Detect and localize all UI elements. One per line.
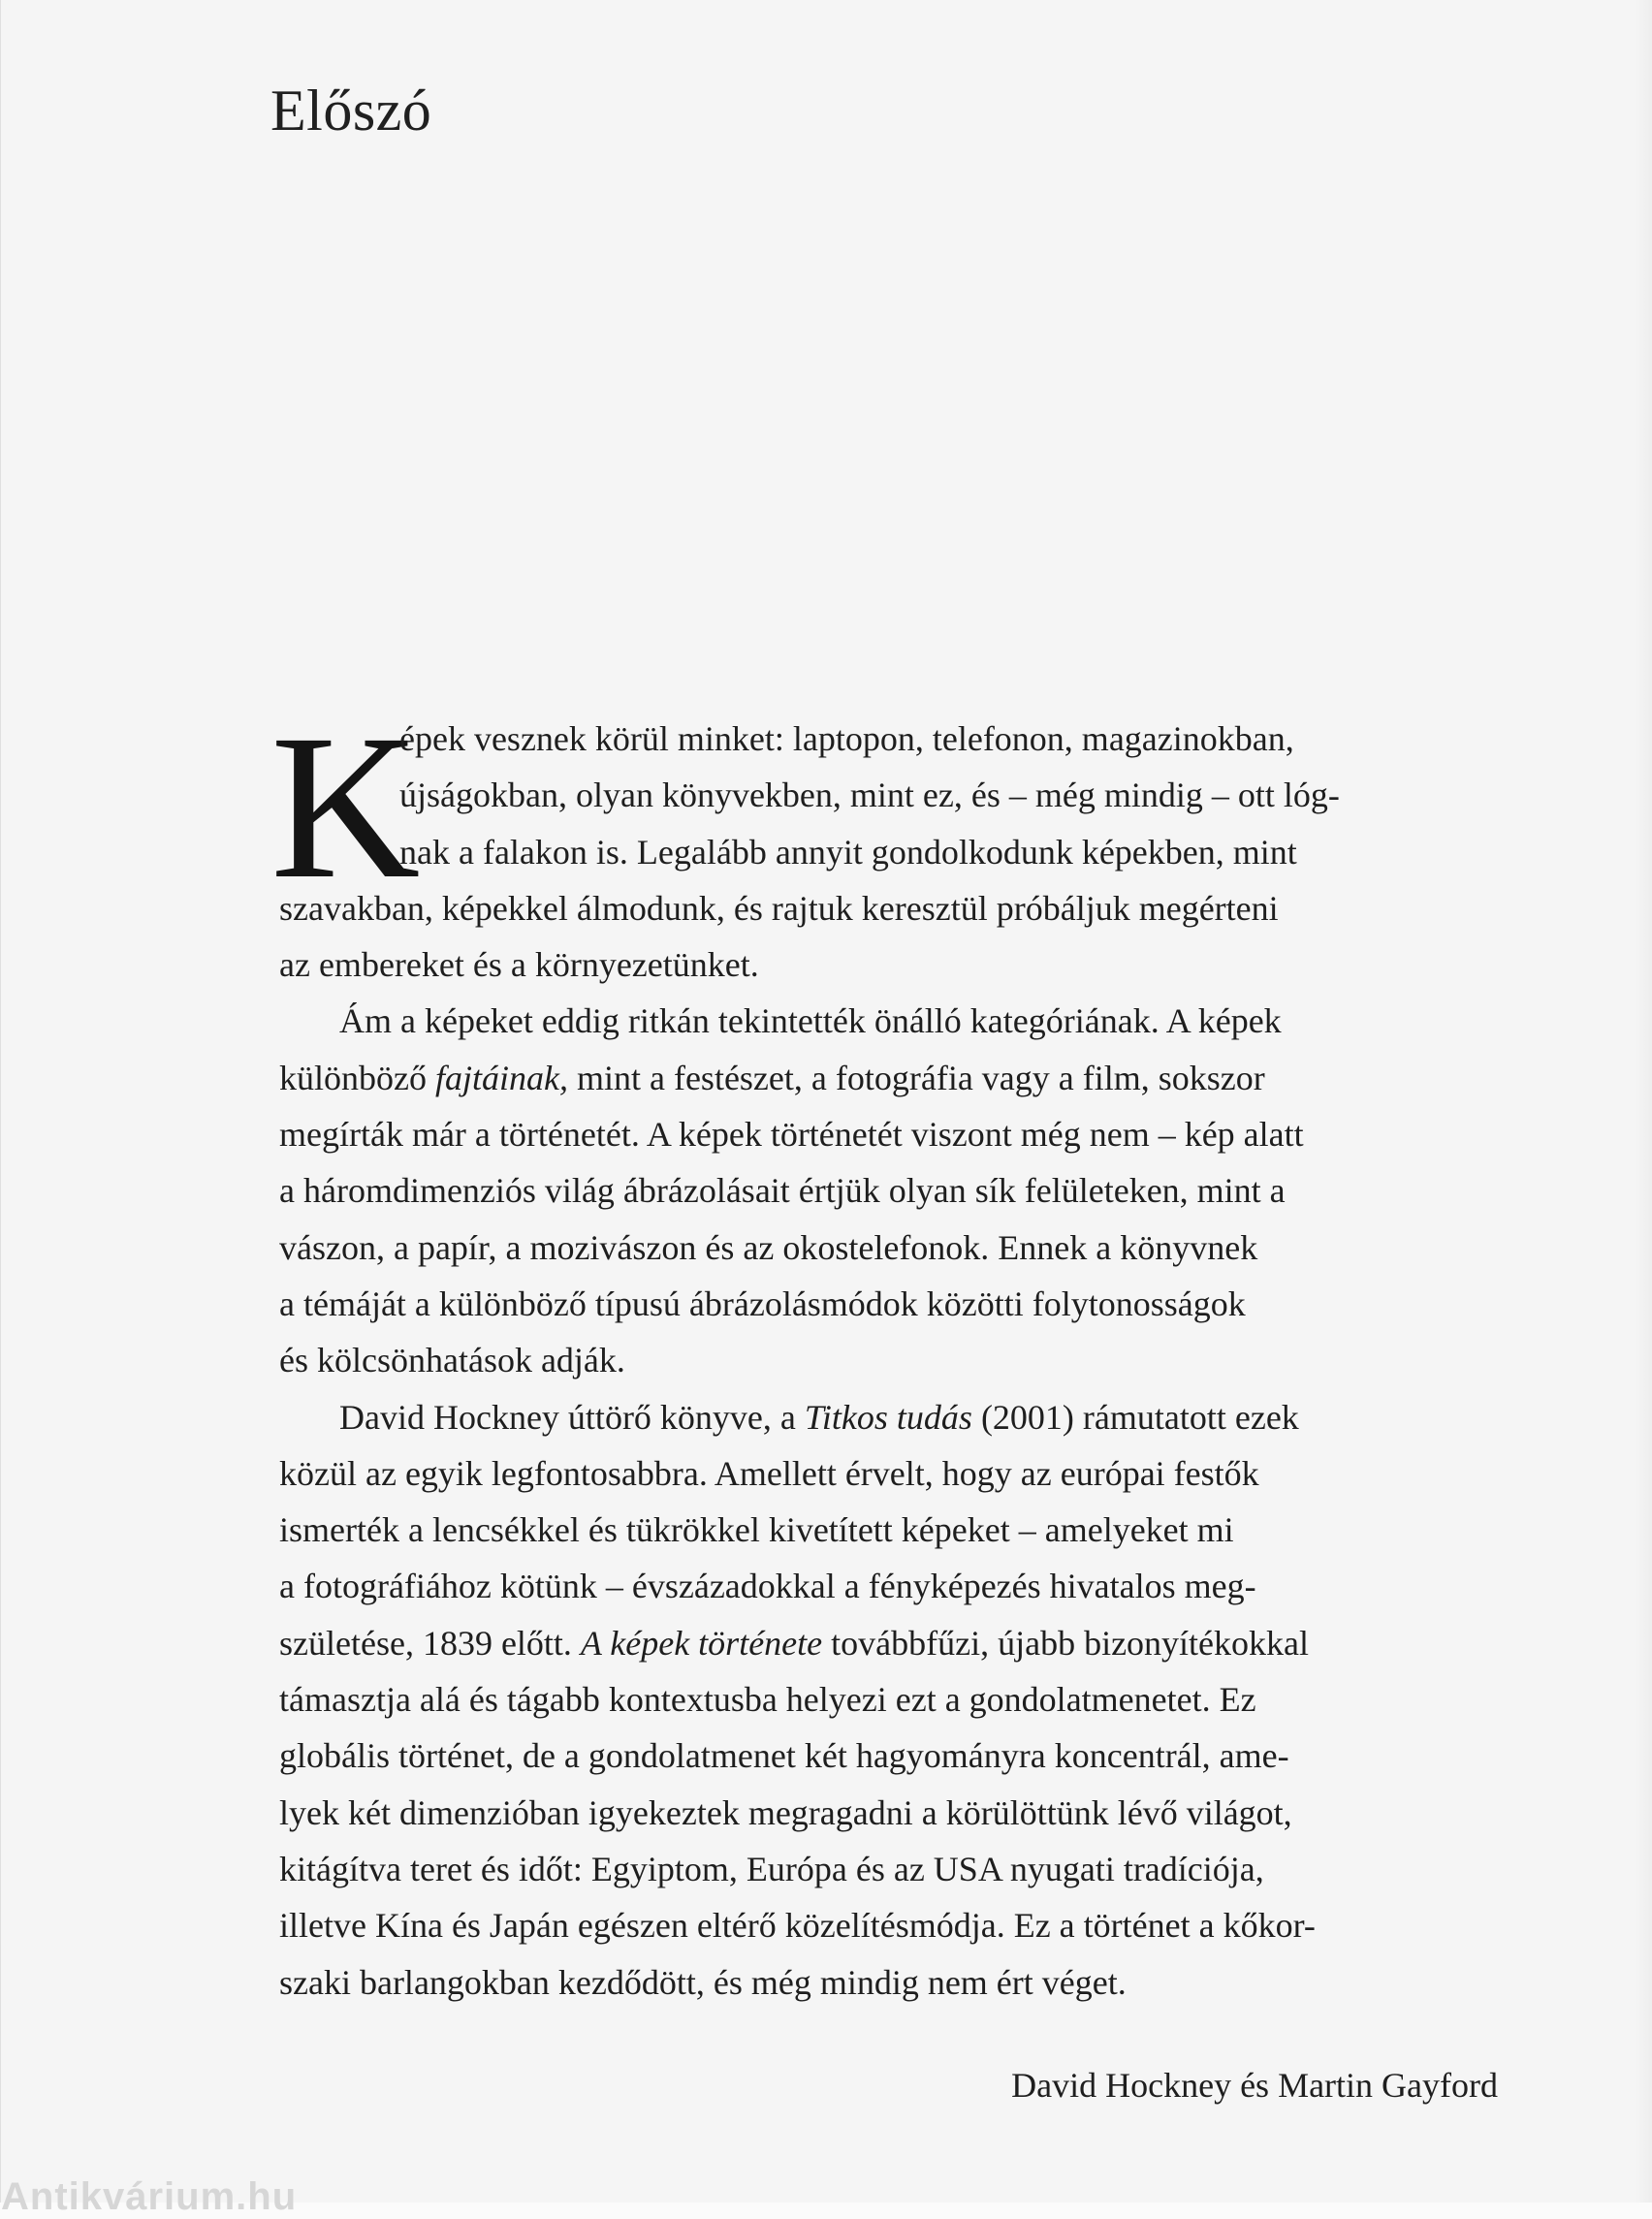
paragraph-1-line-5: az embereket és a környezetünket. xyxy=(279,945,759,985)
paragraph-2-line-7: és kölcsönhatások adják. xyxy=(279,1341,625,1380)
italic-a-kepek-tortenete: A képek története xyxy=(580,1623,823,1663)
paragraph-3-line-9: kitágítva teret és időt: Egyiptom, Európa és az USA nyugati tradíciója, xyxy=(279,1849,1264,1888)
paragraph-2-line-5: vászon, a papír, a mozivászon és az okostelefonok. Ennek a könyvnek xyxy=(279,1227,1258,1267)
italic-titkos-tudas: Titkos tudás xyxy=(804,1397,972,1437)
paragraph-2-line-2-after: mint a festészet, a fotográfia vagy a film, sokszor xyxy=(567,1058,1265,1097)
paragraph-1-line-2: újságokban, olyan könyvekben, mint ez, és – még mindig – ott lóg- xyxy=(399,776,1340,815)
drop-cap: K xyxy=(270,692,421,922)
paragraph-2-line-3: megírták már a történetét. A képek történetét viszont még nem – kép alatt xyxy=(279,1115,1304,1155)
author-signature: David Hockney és Martin Gayford xyxy=(1011,2066,1498,2105)
paragraph-2-line-1: Ám a képeket eddig ritkán tekintették önálló kategóriának. A képek xyxy=(339,1001,1282,1041)
paragraph-1-line-4: szavakban, képekkel álmodunk, és rajtuk keresztül próbáljuk megérteni xyxy=(279,888,1279,928)
paragraph-3-line-3: ismerték a lencsékkel és tükrökkel kivetített képeket – amelyeket mi xyxy=(279,1510,1234,1550)
paragraph-3-line-2: közül az egyik legfontosabbra. Amellett érvelt, hogy az európai festők xyxy=(279,1453,1259,1493)
paragraph-1-line-3: nak a falakon is. Legalább annyit gondolkodunk képekben, mint xyxy=(399,832,1297,872)
paragraph-1-line-1: épek vesznek körül minket: laptopon, telefonon, magazinokban, xyxy=(399,719,1294,758)
paragraph-3-line-11: szaki barlangokban kezdődött, és még mindig nem ért véget. xyxy=(279,1962,1127,2002)
paragraph-3-line-5-before: születése, 1839 előtt. xyxy=(279,1623,581,1663)
paragraph-3-line-8: lyek két dimenzióban igyekeztek megragadni a körülöttünk lévő világot, xyxy=(279,1792,1292,1832)
watermark: Antikvárium.hu xyxy=(1,2175,298,2218)
paragraph-3-line-6: támasztja alá és tágabb kontextusba helyezi ezt a gondolatmenetet. Ez xyxy=(279,1680,1256,1720)
paragraph-2-line-4: a háromdimenziós világ ábrázolásait értjük olyan sík felületeken, mint a xyxy=(279,1171,1286,1211)
page-edge-shadow xyxy=(1636,0,1652,2203)
paragraph-2-line-6: a témáját a különböző típusú ábrázolásmódok közötti folytonosságok xyxy=(279,1284,1246,1323)
paragraph-2-line-2 xyxy=(279,1050,1481,1106)
italic-fajtainak: fajtáinak, xyxy=(434,1058,568,1097)
paragraph-3-line-10: illetve Kína és Japán egészen eltérő közelítésmódja. Ez a történet a kőkor- xyxy=(279,1906,1316,1946)
page-title: Előszó xyxy=(270,79,432,143)
paragraph-3-line-4: a fotográfiához kötünk – évszázadokkal a fényképezés hivatalos meg- xyxy=(279,1567,1256,1606)
paragraph-3-line-1 xyxy=(279,1389,1481,1445)
paragraph-3-line-1-before: David Hockney úttörő könyve, a xyxy=(339,1397,805,1437)
paragraph-3-line-5 xyxy=(279,1615,1481,1671)
paragraph-3-line-1-after: (2001) rámutatott ezek xyxy=(971,1397,1299,1437)
paragraph-2-line-2-before: különböző xyxy=(279,1058,435,1097)
body-text xyxy=(279,711,1481,2011)
paragraph-3-line-7: globális történet, de a gondolatmenet két hagyományra koncentrál, ame- xyxy=(279,1736,1289,1776)
paragraph-3-line-5-after: továbbfűzi, újabb bizonyítékokkal xyxy=(822,1623,1310,1663)
